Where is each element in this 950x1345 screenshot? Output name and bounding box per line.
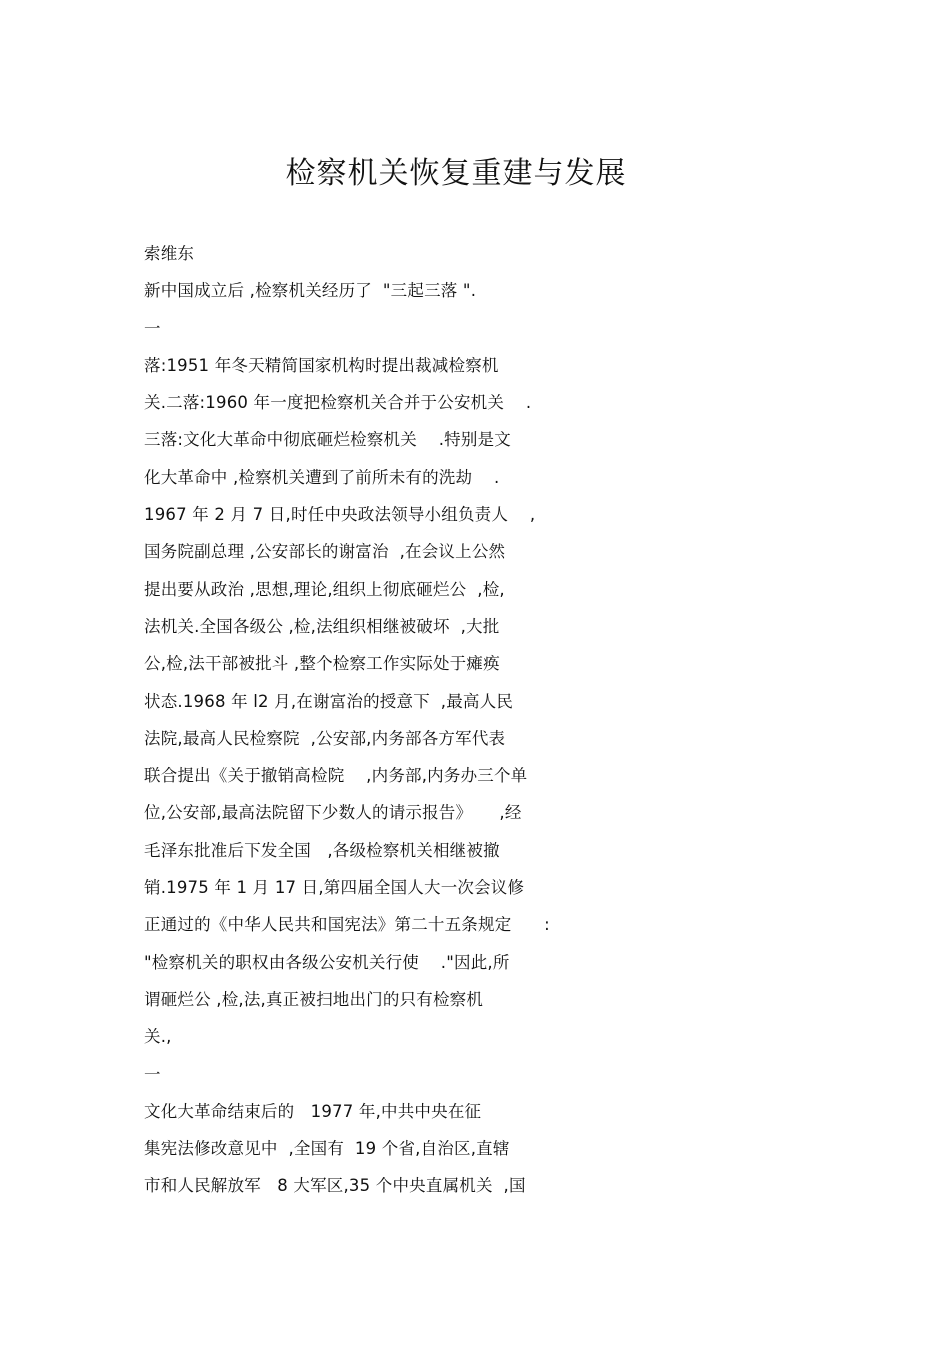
text-line: 法院,最高人民检察院 ,公安部,内务部各方军代表 xyxy=(144,728,506,748)
document-title: 检察机关恢复重建与发展 xyxy=(285,156,627,191)
text-line: 关., xyxy=(144,1027,172,1047)
text-line: 文化大革命结束后的 1977 年,中共中央在征 xyxy=(144,1101,482,1121)
text-line: 1967 年 2 月 7 日,时任中央政法领导小组负责人 , xyxy=(144,505,536,525)
text-line: 落:1951 年冬天精简国家机构时提出裁减检察机 xyxy=(144,355,499,375)
author-name: 索维东 xyxy=(144,244,195,263)
text-line: 一 xyxy=(144,1064,161,1084)
text-line: 关.二落:1960 年一度把检察机关合并于公安机关 . xyxy=(144,393,532,413)
text-line: 化大革命中 ,检察机关遭到了前所未有的洗劫 . xyxy=(144,467,500,487)
text-line: "检察机关的职权由各级公安机关行使 ."因此,所 xyxy=(144,952,510,972)
text-line: 销.1975 年 1 月 17 日,第四届全国人大一次会议修 xyxy=(144,878,525,898)
text-line: 公,检,法干部被批斗 ,整个检察工作实际处于瘫痪 xyxy=(144,654,500,674)
text-line: 毛泽东批准后下发全国 ,各级检察机关相继被撤 xyxy=(144,840,500,860)
text-line: 新中国成立后 ,检察机关经历了 "三起三落 ". xyxy=(144,281,477,301)
document-body xyxy=(144,235,584,1205)
text-line: 市和人民解放军 8 大军区,35 个中央直属机关 ,国 xyxy=(144,1176,526,1196)
text-line: 联合提出《关于撤销高检院 ,内务部,内务办三个单 xyxy=(144,766,528,786)
text-line: 状态.1968 年 l2 月,在谢富治的授意下 ,最高人民 xyxy=(144,691,514,711)
text-line: 提出要从政治 ,思想,理论,组织上彻底砸烂公 ,检, xyxy=(144,579,505,599)
text-line: 正通过的《中华人民共和国宪法》第二十五条规定 : xyxy=(144,915,550,935)
text-line: 法机关.全国各级公 ,检,法组织相继被破坏 ,大批 xyxy=(144,616,500,636)
text-line: 集宪法修改意见中 ,全国有 19 个省,自治区,直辖 xyxy=(144,1139,510,1159)
text-line: 三落:文化大革命中彻底砸烂检察机关 .特别是文 xyxy=(144,430,511,450)
text-line: 位,公安部,最高法院留下少数人的请示报告》 ,经 xyxy=(144,803,522,823)
text-line: 一 xyxy=(144,318,161,338)
text-line: 国务院副总理 ,公安部长的谢富治 ,在会议上公然 xyxy=(144,542,506,562)
text-line: 谓砸烂公 ,检,法,真正被扫地出门的只有检察机 xyxy=(144,989,484,1009)
